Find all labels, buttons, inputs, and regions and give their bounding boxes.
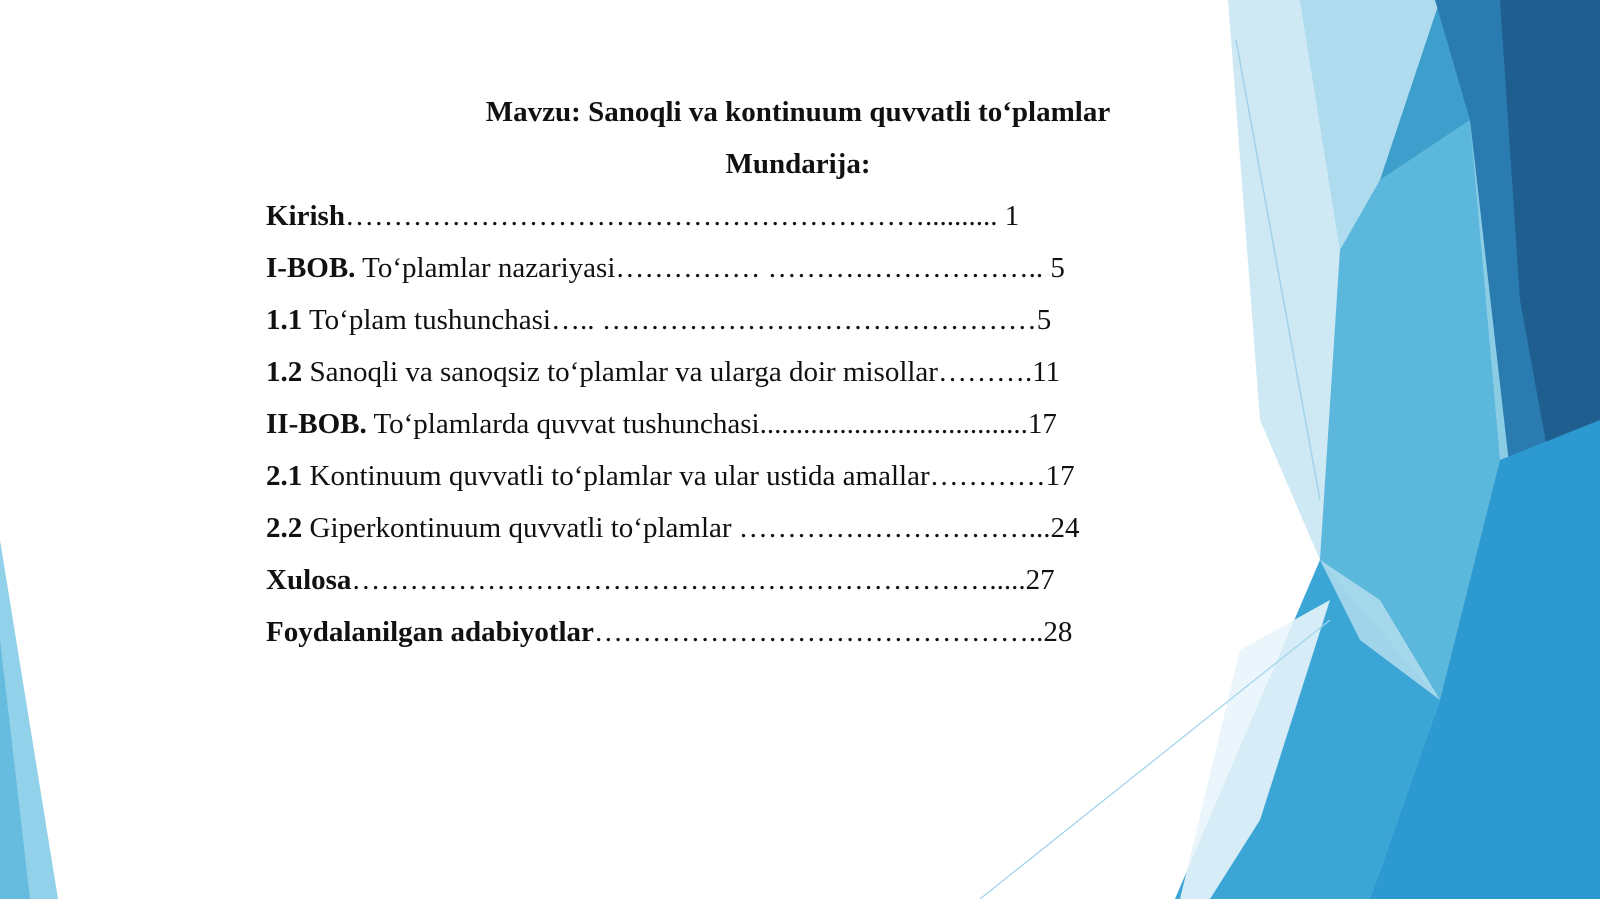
toc-entry: [266, 406, 1080, 458]
toc-entry: [266, 510, 1080, 562]
toc-entry-label: 1.1: [266, 304, 303, 336]
toc-entry-text: ………………………………………..28: [593, 616, 1073, 648]
toc-entry: [266, 614, 1080, 666]
toc-entry: [266, 198, 1080, 250]
toc-entry-label: Kirish: [266, 200, 345, 232]
toc-entry-text: To‘plamlar nazariyasi…………… ……………………….. 5: [355, 252, 1065, 284]
toc-entry-label: 2.1: [266, 460, 303, 492]
toc-entry-text: Giperkontinuum quvvatli to‘plamlar …………………………...24: [302, 512, 1080, 544]
toc-entry-text: Kontinuum quvvatli to‘plamlar va ular ustida amallar…………17: [302, 460, 1075, 492]
toc-entry-text: …………………………………………………….......... 1: [344, 200, 1020, 232]
toc-entry-label: 2.2: [266, 512, 303, 544]
topic-title-text: Mavzu: Sanoqli va kontinuum quvvatli to‘plamlar: [485, 96, 1111, 128]
toc-entry-label: I-BOB.: [266, 252, 356, 284]
toc-entry-text: To‘plam tushunchasi….. ………………………………………5: [302, 304, 1052, 336]
contents-heading-text: Mundarija:: [725, 148, 871, 180]
toc-entry: [266, 302, 1080, 354]
toc-entry-label: Xulosa: [266, 564, 352, 596]
toc-entry-text: Sanoqli va sanoqsiz to‘plamlar va ularga doir misollar……….11: [302, 356, 1061, 388]
toc-entry: [266, 458, 1080, 510]
toc-entry: [266, 562, 1080, 614]
toc-entry: [266, 354, 1080, 406]
toc-entry-label: 1.2: [266, 356, 303, 388]
toc-entry: [266, 250, 1080, 302]
toc-entry-label: II-BOB.: [266, 408, 367, 440]
toc-entry-text: To‘plamlarda quvvat tushunchasi.....................................17: [366, 408, 1057, 440]
table-of-contents: [266, 198, 1080, 666]
toc-entry-text: ………………………………………………………….....27: [351, 564, 1055, 596]
toc-entry-label: Foydalanilgan adabiyotlar: [266, 616, 594, 648]
